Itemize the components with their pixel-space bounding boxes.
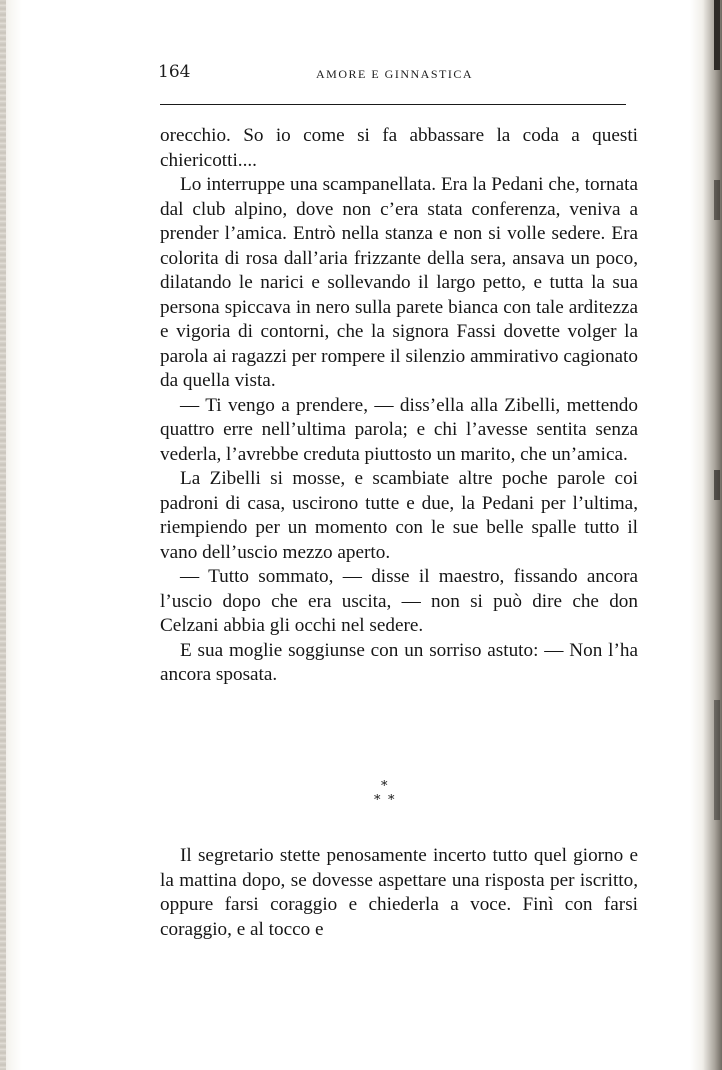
running-header [158, 62, 628, 92]
paragraph: — Tutto sommato, — disse il maestro, fissando ancora l’uscio dopo che era uscita, — non si può dire che don Celzani abbia gli occhi nel sedere. [160, 566, 638, 636]
paragraph: La Zibelli si mosse, e scambiate altre poche parole coi padroni di casa, uscirono tutte e due, la Pedani per l’ultima, riempiendo per un momento con le sue belle spalle tutto il vano dell’uscio mezzo aperto. [160, 468, 638, 563]
asterism-section-break [368, 780, 408, 816]
paragraph-continued: orecchio. So io come si fa abbassare la coda a questi chiericotti.... [160, 125, 638, 171]
paragraph: Il segretario stette penosamente incerto tutto quel giorno e la mattina dopo, se dovesse aspettare una risposta per iscritto, oppure farsi coraggio e chiederla a voce. Finì con farsi coraggio, e al tocco e [160, 845, 638, 940]
page-right-edge [704, 0, 722, 1070]
asterism-star: * [381, 779, 388, 794]
page-left-edge [0, 0, 6, 1070]
header-rule [160, 104, 626, 105]
body-text-top [160, 124, 638, 688]
paragraph: — Ti vengo a prendere, — diss’ella alla Zibelli, mettendo quattro erre nell’ultima parola; e chi l’avesse sentita senza vederla, l’avrebbe creduta piuttosto un marito, che un’amica. [160, 394, 638, 465]
running-title: AMORE E GINNASTICA [316, 67, 473, 81]
page-number: 164 [158, 62, 191, 82]
paragraph: Lo interruppe una scampanellata. Era la Pedani che, tornata dal club alpino, dove non c’era stata conferenza, veniva a prender l’amica. Entrò nella stanza e non si volle sedere. Era colorita di rosa dall’aria frizzante della sera, ansava un poco, dilatando le narici e sollevando il largo petto, e tutta la sua persona spiccava in nero sulla parete bianca con tale arditezza e vigoria di contorni, che la signora Fassi dovette volger la parola ai ragazzi per rompere il silenzio ammirativo cagionato da quella vista. [160, 174, 638, 391]
asterism-star: * [374, 793, 381, 808]
body-text-bottom [160, 844, 638, 942]
paragraph: E sua moglie soggiunse con un sorriso astuto: — Non l’ha ancora sposata. [160, 639, 638, 685]
asterism-star: * [388, 793, 395, 808]
